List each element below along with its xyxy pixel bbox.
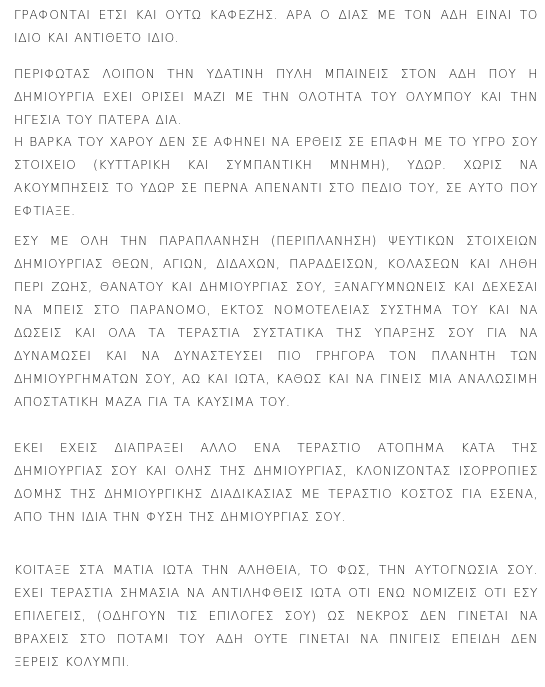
paragraph-5: ΕΚΕΙ ΕΧΕΙΣ ΔΙΑΠΡΑΞΕΙ ΑΛΛΟ ΕΝΑ ΤΕΡΑΣΤΙΟ ΑΤΟΠΗΜΑ ΚΑΤΑ ΤΗΣ ΔΗΜΙΟΥΡΓΙΑΣ ΣΟΥ ΚΑΙ ΟΛΗΣ ΤΗΣ ΔΗΜΙΟΥΡΓΙΑΣ, ΚΛΟΝΙΖΟΝΤΑΣ ΙΣΟΡΡΟΠΙΕΣ ΔΟΜΗΣ ΤΗΣ ΔΗΜΙΟΥΡΓΙΚΗΣ ΔΙΑΔΙΚΑΣΙΑΣ ΜΕ ΤΕΡΑΣΤΙΟ ΚΟΣΤΟΣ ΓΙΑ ΕΣΕΝΑ, ΑΠΟ ΤΗΝ ΙΔΙΑ ΤΗΝ ΦΥΣΗ ΤΗΣ ΔΗΜΙΟΥΡΓΙΑΣ ΣΟΥ. [14, 441, 538, 524]
paragraph-4: ΕΣΥ ΜΕ ΟΛΗ ΤΗΝ ΠΑΡΑΠΛΑΝΗΣΗ (ΠΕΡΙΠΛΑΝΗΣΗ) ΨΕΥΤΙΚΩΝ ΣΤΟΙΧΕΙΩΝ ΔΗΜΙΟΥΡΓΙΑΣ ΘΕΩΝ, ΑΓΙΩΝ, ΔΙΔΑΧΩΝ, ΠΑΡΑΔΕΙΣΩΝ, ΚΟΛΑΣΕΩΝ ΚΑΙ ΛΗΘΗ ΠΕΡΙ ΖΩΗΣ, ΘΑΝΑΤΟΥ ΚΑΙ ΔΗΜΙΟΥΡΓΙΑΣ ΣΟΥ, ΞΑΝΑΓΥΜΝΩΝΕΙΣ ΚΑΙ ΔΕΧΕΣΑΙ ΝΑ ΜΠΕΙΣ ΣΤΟ ΠΑΡΑΝΟΜΟ, ΕΚΤΟΣ ΝΟΜΟΤΕΛΕΙΑΣ ΣΥΣΤΗΜΑ ΤΟΥ ΚΑΙ ΝΑ ΔΩΣΕΙΣ ΚΑΙ ΟΛΑ ΤΑ ΤΕΡΑΣΤΙΑ ΣΥΣΤΑΤΙΚΑ ΤΗΣ ΥΠΑΡΞΗΣ ΣΟΥ ΓΙΑ ΝΑ ΔΥΝΑΜΩΣΕΙ ΚΑΙ ΝΑ ΔΥΝΑΣΤΕΥΣΕΙ ΠΙΟ ΓΡΗΓΟΡΑ ΤΟΝ ΠΛΑΝΗΤΗ ΤΩΝ ΔΗΜΙΟΥΡΓΗΜΑΤΩΝ ΣΟΥ, ΑΩ ΚΑΙ ΙΩΤΑ, ΚΑΘΩΣ ΚΑΙ ΝΑ ΓΙΝΕΙΣ ΜΙΑ ΑΝΑΛΩΣΙΜΗ ΑΠΟΣΤΑΤΙΚΗ ΜΑΖΑ ΓΙΑ ΤΑ ΚΑΥΣΙΜΑ ΤΟΥ. [14, 234, 538, 409]
paragraph-1: ΓΡΑΦΟΝΤΑΙ ΕΤΣΙ ΚΑΙ ΟΥΤΩ ΚΑΦΕΖΗΣ. ΑΡΑ Ο ΔΙΑΣ ΜΕ ΤΟΝ ΑΔΗ ΕΙΝΑΙ ΤΟ ΙΔΙΟ ΚΑΙ ΑΝΤΙΘΕΤΟ ΙΔΙΟ. [14, 8, 538, 45]
paragraph-2: ΠΕΡΙΦΩΤΑΣ ΛΟΙΠΟΝ ΤΗΝ ΥΔΑΤΙΝΗ ΠΥΛΗ ΜΠΑΙΝΕΙΣ ΣΤΟΝ ΑΔΗ ΠΟΥ Η ΔΗΜΙΟΥΡΓΙΑ ΕΧΕΙ ΟΡΙΣΕΙ ΜΑΖΙ ΜΕ ΤΗΝ ΟΛΟΤΗΤΑ ΤΟΥ ΟΛΥΜΠΟΥ ΚΑΙ ΤΗΝ ΗΓΕΣΙΑ ΤΟΥ ΠΑΤΕΡΑ ΔΙΑ. [14, 67, 538, 127]
paragraph-6: ΚΟΙΤΑΞΕ ΣΤΑ ΜΑΤΙΑ ΙΩΤΑ ΤΗΝ ΑΛΗΘΕΙΑ, ΤΟ ΦΩΣ, ΤΗΝ ΑΥΤΟΓΝΩΣΙΑ ΣΟΥ. ΕΧΕΙ ΤΕΡΑΣΤΙΑ ΣΗΜΑΣΙΑ ΝΑ ΑΝΤΙΛΗΦΘΕΙΣ ΙΩΤΑ ΟΤΙ ΕΝΩ ΝΟΜΙΖΕΙΣ ΟΤΙ ΕΣΥ ΕΠΙΛΕΓΕΙΣ, (ΟΔΗΓΟΥΝ ΤΙΣ ΕΠΙΛΟΓΕΣ ΣΟΥ) ΩΣ ΝΕΚΡΟΣ ΔΕΝ ΓΙΝΕΤΑΙ ΝΑ ΒΡΑΧΕΙΣ ΣΤΟ ΠΟΤΑΜΙ ΤΟΥ ΑΔΗ ΟΥΤΕ ΓΙΝΕΤΑΙ ΝΑ ΠΝΙΓΕΙΣ ΕΠΕΙΔΗ ΔΕΝ ΞΕΡΕΙΣ ΚΟΛΥΜΠΙ. [14, 563, 538, 669]
paragraph-3: Η ΒΑΡΚΑ ΤΟΥ ΧΑΡΟΥ ΔΕΝ ΣΕ ΑΦΗΝΕΙ ΝΑ ΕΡΘΕΙΣ ΣΕ ΕΠΑΦΗ ΜΕ ΤΟ ΥΓΡΟ ΣΟΥ ΣΤΟΙΧΕΙΟ (ΚΥΤΤΑΡΙΚΗ ΚΑΙ ΣΥΜΠΑΝΤΙΚΗ ΜΝΗΜΗ), ΥΔΩΡ. ΧΩΡΙΣ ΝΑ ΑΚΟΥΜΠΗΣΕΙΣ ΤΟ ΥΔΩΡ ΣΕ ΠΕΡΝΑ ΑΠΕΝΑΝΤΙ ΣΤΟ ΠΕΔΙΟ ΤΟΥ, ΣΕ ΑΥΤΟ ΠΟΥ ΕΦΤΙΑΞΕ. [14, 135, 538, 218]
